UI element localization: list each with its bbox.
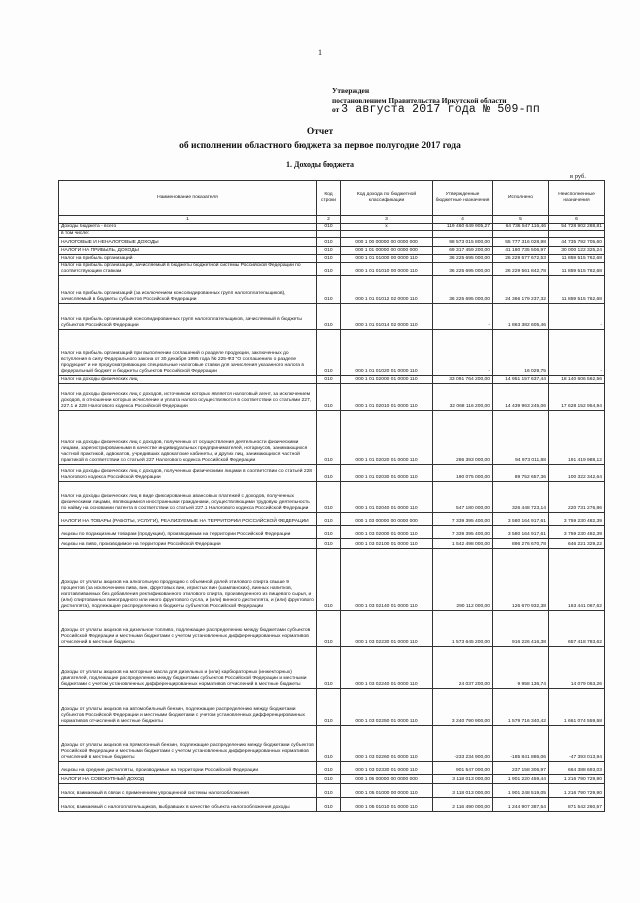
table-row: [59, 798, 605, 812]
row-remaining: 17 628 152 954,94: [549, 384, 605, 411]
row-executed: 1 863 382 605,46: [493, 304, 549, 330]
table-row: [59, 762, 605, 775]
row-executed: 1 579 716 340,42: [493, 689, 549, 726]
row-name: Налог на прибыль организаций, зачисляемый в бюджеты бюджетной системы Российской Федерации по соответствующим ставкам: [59, 263, 317, 276]
row-executed: [493, 231, 549, 238]
row-executed: 14 951 157 637,44: [493, 376, 549, 384]
row-budget-code: 000 1 01 01010 00 0000 110: [341, 263, 433, 276]
column-number: 1: [59, 216, 317, 224]
row-name: Налог, взимаемый с налогоплательщиков, выбравших в качестве объекта налогообложения доходы: [59, 798, 317, 812]
row-remaining: 664 388 693,03: [549, 762, 605, 775]
row-remaining: [549, 231, 605, 238]
row-name: НАЛОГИ НА СОВОКУПНЫЙ ДОХОД: [59, 775, 317, 784]
approval-date: 3 августа 2017 года № 509-пп: [341, 103, 540, 116]
row-remaining: 657 418 783,62: [549, 611, 605, 647]
approval-date-line: [332, 105, 540, 115]
row-budget-code: [341, 231, 433, 238]
row-approved: 3 240 790 900,00: [433, 689, 493, 726]
row-remaining: -: [549, 330, 605, 376]
table-row: [59, 465, 605, 482]
row-budget-code: 000 1 01 02010 01 0000 110: [341, 384, 433, 411]
row-line-code: 010: [317, 384, 341, 411]
column-number-row: [59, 216, 605, 224]
row-line-code: 010: [317, 304, 341, 330]
row-executed: 26 229 561 842,78: [493, 263, 549, 276]
row-approved: 290 112 000,00: [433, 549, 493, 611]
row-approved: 3 118 013 000,00: [433, 775, 493, 784]
table-row: [59, 726, 605, 762]
row-approved: 901 547 000,00: [433, 762, 493, 775]
column-number: 5: [493, 216, 549, 224]
row-name: Налог, взимаемый в связи с применением упрощенной системы налогообложения: [59, 784, 317, 798]
table-row: [59, 775, 605, 784]
row-approved: 36 225 695 000,00: [433, 276, 493, 304]
table-row: [59, 689, 605, 726]
row-remaining: 54 728 902 288,81: [549, 224, 605, 231]
table-row: [59, 411, 605, 465]
row-remaining: 18 140 606 562,56: [549, 376, 605, 384]
table-row: [59, 549, 605, 611]
approval-body: постановлением Правительства Иркутской области: [332, 95, 507, 105]
row-name: Налог на прибыль организаций консолидированных групп налогоплательщиков, зачисляемый в бюджеты субъектов Российской Федерации: [59, 304, 317, 330]
table-row: [59, 526, 605, 539]
section-title: 1. Доходы бюджета: [285, 160, 355, 169]
column-number: 2: [317, 216, 341, 224]
row-approved: 119 460 649 905,27: [433, 224, 493, 231]
row-name: Акцизы на средние дистилляты, производимые на территории Российской Федерации: [59, 762, 317, 775]
approval-heading: Утвержден: [332, 86, 370, 95]
table-row: [59, 238, 605, 247]
row-budget-code: 000 1 05 01010 01 0000 110: [341, 798, 433, 812]
table-header-row: [59, 181, 605, 216]
row-executed: 24 366 179 237,32: [493, 276, 549, 304]
row-name: Доходы бюджета - всего: [59, 224, 317, 231]
table-row: [59, 513, 605, 526]
col-header-executed: Исполнено: [493, 181, 549, 216]
report-title-line2: об исполнении областного бюджета за первое полугодие 2017 года: [179, 141, 461, 151]
row-approved: 2 116 490 000,00: [433, 798, 493, 812]
row-budget-code: 000 1 01 02000 01 0000 110: [341, 376, 433, 384]
row-executed: 89 752 657,36: [493, 465, 549, 482]
row-line-code: 010: [317, 611, 341, 647]
row-line-code: 010: [317, 549, 341, 611]
row-remaining: -: [549, 304, 605, 330]
row-executed: 1 901 220 459,44: [493, 775, 549, 784]
row-executed: 326 448 723,14: [493, 482, 549, 513]
col-header-unexecuted: Неисполненные назначения: [549, 181, 605, 216]
row-remaining: 1 216 790 729,90: [549, 775, 605, 784]
row-remaining: 3 759 230 482,39: [549, 526, 605, 539]
row-remaining: 191 419 988,12: [549, 411, 605, 465]
row-approved: 286 393 000,00: [433, 411, 493, 465]
row-budget-code: 000 1 03 02140 01 0000 110: [341, 549, 433, 611]
row-line-code: 010: [317, 526, 341, 539]
row-line-code: 010: [317, 798, 341, 812]
row-remaining: 11 859 515 762,68: [549, 276, 605, 304]
row-budget-code: 000 1 01 02030 01 0000 110: [341, 465, 433, 482]
row-name: Налог на доходы физических лиц с доходов, полученных от осуществления деятельности физическими лицами, зарегистрированными в качестве индивидуальных предпринимателей, нотариусов, занимающихся частной практикой, адвокатов, учредивших адвокатские кабинеты, и других лиц, занимающихся частной практикой в соответствии со статьей 227 Налогового кодекса Российской Федерации: [59, 411, 317, 465]
row-name: НАЛОГИ НА ТОВАРЫ (РАБОТЫ, УСЛУГИ), РЕАЛИЗУЕМЫЕ НА ТЕРРИТОРИИ РОССИЙСКОЙ ФЕДЕРАЦИИ: [59, 513, 317, 526]
row-line-code: 010: [317, 238, 341, 247]
row-approved: 24 037 200,00: [433, 647, 493, 689]
row-name: в том числе:: [59, 231, 317, 238]
row-budget-code: 000 1 01 00000 00 0000 000: [341, 247, 433, 255]
row-approved: -: [433, 330, 493, 376]
col-header-line-code: Код строки: [317, 181, 341, 216]
row-executed: 126 670 932,38: [493, 549, 549, 611]
row-executed: 916 226 416,38: [493, 611, 549, 647]
row-name: Доходы от уплаты акцизов на моторные масла для дизельных и (или) карбюраторных (инжекторных) двигателей, подлежащие распределению между бюджетами субъектов Российской Федерации и местными бюджетами с учетом установленных дифференцированных нормативов отчислений в местные бюджеты: [59, 647, 317, 689]
row-name: Акцизы на пиво, производимое на территории Российской Федерации: [59, 539, 317, 549]
column-number: 6: [549, 216, 605, 224]
row-executed: 3 580 164 917,61: [493, 513, 549, 526]
budget-table: [58, 180, 605, 812]
row-approved: 36 225 695 000,00: [433, 255, 493, 263]
report-title: [0, 125, 640, 153]
row-budget-code: 000 1 03 02330 01 0000 110: [341, 762, 433, 775]
row-budget-code: 000 1 00 00000 00 0000 000: [341, 238, 433, 247]
row-budget-code: 000 1 01 01000 00 0000 110: [341, 255, 433, 263]
row-name: НАЛОГОВЫЕ И НЕНАЛОГОВЫЕ ДОХОДЫ: [59, 238, 317, 247]
table-row: [59, 255, 605, 263]
table-row: [59, 224, 605, 231]
table-row: [59, 304, 605, 330]
row-executed: 9 958 136,74: [493, 647, 549, 689]
row-name: НАЛОГИ НА ПРИБЫЛЬ, ДОХОДЫ: [59, 247, 317, 255]
row-line-code: 010: [317, 255, 341, 263]
row-remaining: 1 216 790 729,90: [549, 784, 605, 798]
table-body: [59, 224, 605, 812]
row-approved: -233 234 900,00: [433, 726, 493, 762]
table-row: [59, 263, 605, 276]
col-header-budget-code: Код дохода по бюджетной классификации: [341, 181, 433, 216]
table-row: [59, 330, 605, 376]
row-name: Налог на доходы физических лиц в виде фиксированных авансовых платежей с доходов, полученных физическими лицами, являющимися иностранными гражданами, осуществляющими трудовую деятельность по найму на основании патента в соответствии со статьей 227.1 Налогового кодекса Российской Федерации: [59, 482, 317, 513]
row-name: Налог на прибыль организаций: [59, 255, 317, 263]
row-remaining: 44 735 792 705,60: [549, 238, 605, 247]
row-line-code: 010: [317, 513, 341, 526]
row-line-code: 010: [317, 411, 341, 465]
row-line-code: 010: [317, 376, 341, 384]
row-approved: 190 075 000,00: [433, 465, 493, 482]
row-executed: 896 276 670,78: [493, 539, 549, 549]
row-approved: 98 573 015 800,00: [433, 238, 493, 247]
row-executed: 26 229 577 672,53: [493, 255, 549, 263]
row-remaining: 30 000 122 325,24: [549, 247, 605, 255]
row-remaining: -47 393 013,94: [549, 726, 605, 762]
row-name: Доходы от уплаты акцизов на дизельное топливо, подлежащие распределению между бюджетами субъектов Российской Федерации и местными бюджетами с учетом установленных дифференцированных нормативов отчислений в местные бюджеты: [59, 611, 317, 647]
row-remaining: 220 731 276,86: [549, 482, 605, 513]
page-number: 1: [318, 48, 322, 57]
row-budget-code: 000 1 03 02250 01 0000 110: [341, 689, 433, 726]
row-line-code: 010: [317, 762, 341, 775]
row-line-code: 010: [317, 775, 341, 784]
row-line-code: 010: [317, 539, 341, 549]
row-approved: 32 068 116 200,00: [433, 384, 493, 411]
row-executed: 64 736 547 116,46: [493, 224, 549, 231]
row-budget-code: 000 1 05 01000 00 0000 110: [341, 784, 433, 798]
row-executed: 41 180 735 506,97: [493, 247, 549, 255]
row-budget-code: 000 1 03 00000 00 0000 000: [341, 513, 433, 526]
table-row: [59, 482, 605, 513]
row-approved: 3 118 013 000,00: [433, 784, 493, 798]
row-line-code: 010: [317, 647, 341, 689]
report-title-line1: Отчет: [306, 127, 334, 137]
row-executed: 14 439 963 245,06: [493, 384, 549, 411]
row-line-code: 010: [317, 726, 341, 762]
currency-unit: в руб.: [570, 173, 586, 180]
row-approved: -: [433, 304, 493, 330]
row-budget-code: 000 1 03 02240 01 0000 110: [341, 647, 433, 689]
row-line-code: 010: [317, 263, 341, 276]
row-remaining: 100 322 342,64: [549, 465, 605, 482]
row-executed: 1 244 907 387,54: [493, 798, 549, 812]
row-line-code: [317, 231, 341, 238]
row-budget-code: 000 1 01 01012 02 0000 110: [341, 276, 433, 304]
table-row: [59, 376, 605, 384]
row-name: Налог на прибыль организаций при выполнении соглашений о разделе продукции, заключенных до вступления в силу Федерального закона от 30 декабря 1995 года № 225-ФЗ "О соглашениях о разделе продукции" и не предусматривающих специальные налоговые ставки для зачисления указанного налога в федеральный бюджет и бюджеты субъектов Российской Федерации: [59, 330, 317, 376]
row-executed: 237 158 306,97: [493, 762, 549, 775]
row-budget-code: 000 1 01 01014 02 0000 110: [341, 304, 433, 330]
row-name: Налог на доходы физических лиц с доходов, полученных физическими лицами в соответствии со статьей 228 Налогового кодекса Российской Федерации: [59, 465, 317, 482]
row-remaining: 11 859 515 762,68: [549, 255, 605, 263]
approval-block: [332, 86, 540, 115]
table-row: [59, 231, 605, 238]
row-budget-code: 000 1 03 02230 01 0000 110: [341, 611, 433, 647]
column-number: 3: [341, 216, 433, 224]
row-approved: 7 339 395 400,00: [433, 526, 493, 539]
row-budget-code: 000 1 01 02020 01 0000 110: [341, 411, 433, 465]
row-remaining: 646 221 329,22: [549, 539, 605, 549]
row-line-code: 010: [317, 784, 341, 798]
row-name: Акцизы по подакцизным товарам (продукции), производимым на территории Российской Федерации: [59, 526, 317, 539]
row-approved: 33 091 764 200,00: [433, 376, 493, 384]
row-budget-code: x: [341, 224, 433, 231]
row-line-code: 010: [317, 224, 341, 231]
row-name: Налог на доходы физических лиц: [59, 376, 317, 384]
row-approved: 69 317 459 200,00: [433, 247, 493, 255]
table-row: [59, 539, 605, 549]
row-approved: 1 573 645 200,00: [433, 611, 493, 647]
row-executed: -185 841 886,06: [493, 726, 549, 762]
row-name: Доходы от уплаты акцизов на прямогонный бензин, подлежащие распределению между бюджетами субъектов Российской Федерации и местными бюджетами с учетом установленных дифференцированных нормативов отчислений в местные бюджеты: [59, 726, 317, 762]
row-remaining: 1 661 074 559,58: [549, 689, 605, 726]
row-name: Налог на доходы физических лиц с доходов, источником которых является налоговый агент, за исключением доходов, в отношении которых исчисление и уплата налога осуществляются в соответствии со статьями 227, 227.1 и 228 Налогового кодекса Российской Федерации: [59, 384, 317, 411]
row-budget-code: 000 1 01 02040 01 0000 110: [341, 482, 433, 513]
row-budget-code: 000 1 03 02100 01 0000 110: [341, 539, 433, 549]
row-budget-code: 000 1 03 02260 01 0000 110: [341, 726, 433, 762]
column-number: 4: [433, 216, 493, 224]
row-line-code: 010: [317, 276, 341, 304]
row-approved: 1 542 498 000,00: [433, 539, 493, 549]
col-header-name: Наименование показателя: [59, 181, 317, 216]
row-executed: 1 901 248 519,05: [493, 784, 549, 798]
row-executed: 55 777 316 028,98: [493, 238, 549, 247]
col-header-approved: Утвержденные бюджетные назначения: [433, 181, 493, 216]
approval-date-prefix: от: [332, 105, 340, 114]
row-name: Доходы от уплаты акцизов на автомобильный бензин, подлежащие распределению между бюджетами субъектов Российской Федерации и местными бюджетами с учетом установленных дифференцированных нормативов отчислений в местные бюджеты: [59, 689, 317, 726]
row-budget-code: 000 1 03 02000 01 0000 110: [341, 526, 433, 539]
row-executed: 3 580 164 917,61: [493, 526, 549, 539]
row-approved: 547 180 000,00: [433, 482, 493, 513]
row-line-code: 010: [317, 247, 341, 255]
table-row: [59, 384, 605, 411]
table-row: [59, 247, 605, 255]
row-line-code: 010: [317, 330, 341, 376]
row-remaining: 11 859 515 762,68: [549, 263, 605, 276]
table-row: [59, 647, 605, 689]
row-remaining: 14 079 063,26: [549, 647, 605, 689]
row-approved: [433, 231, 493, 238]
row-executed: 94 973 011,88: [493, 411, 549, 465]
table-row: [59, 784, 605, 798]
row-name: Налог на прибыль организаций (за исключением консолидированных групп налогоплательщиков), зачисляемый в бюджеты субъектов Российской Федерации: [59, 276, 317, 304]
row-line-code: 010: [317, 689, 341, 726]
row-line-code: 010: [317, 465, 341, 482]
table-row: [59, 276, 605, 304]
row-approved: 36 225 695 000,00: [433, 263, 493, 276]
row-budget-code: 000 1 05 00000 00 0000 000: [341, 775, 433, 784]
row-approved: 7 339 395 400,00: [433, 513, 493, 526]
row-executed: 16 029,75: [493, 330, 549, 376]
table-row: [59, 611, 605, 647]
row-remaining: 871 542 260,57: [549, 798, 605, 812]
row-line-code: 010: [317, 482, 341, 513]
row-budget-code: 000 1 01 01020 01 0000 110: [341, 330, 433, 376]
row-remaining: 163 441 067,62: [549, 549, 605, 611]
row-remaining: 3 759 230 482,39: [549, 513, 605, 526]
row-name: Доходы от уплаты акцизов на алкогольную продукцию с объемной долей этилового спирта свыше 9 процентов (за исключением пива, вин, фруктовых вин, игристых вин (шампанских), винных напитков, изготавливаемых без добавления ректификованного этилового спирта, произведенного из пищевого сырья, и (или) спиртованных виноградного или иного фруктового сусла, и (или) винного дистиллята, и (или) фруктового дистиллята), подлежащие распределению в бюджеты субъектов Российской Федерации: [59, 549, 317, 611]
